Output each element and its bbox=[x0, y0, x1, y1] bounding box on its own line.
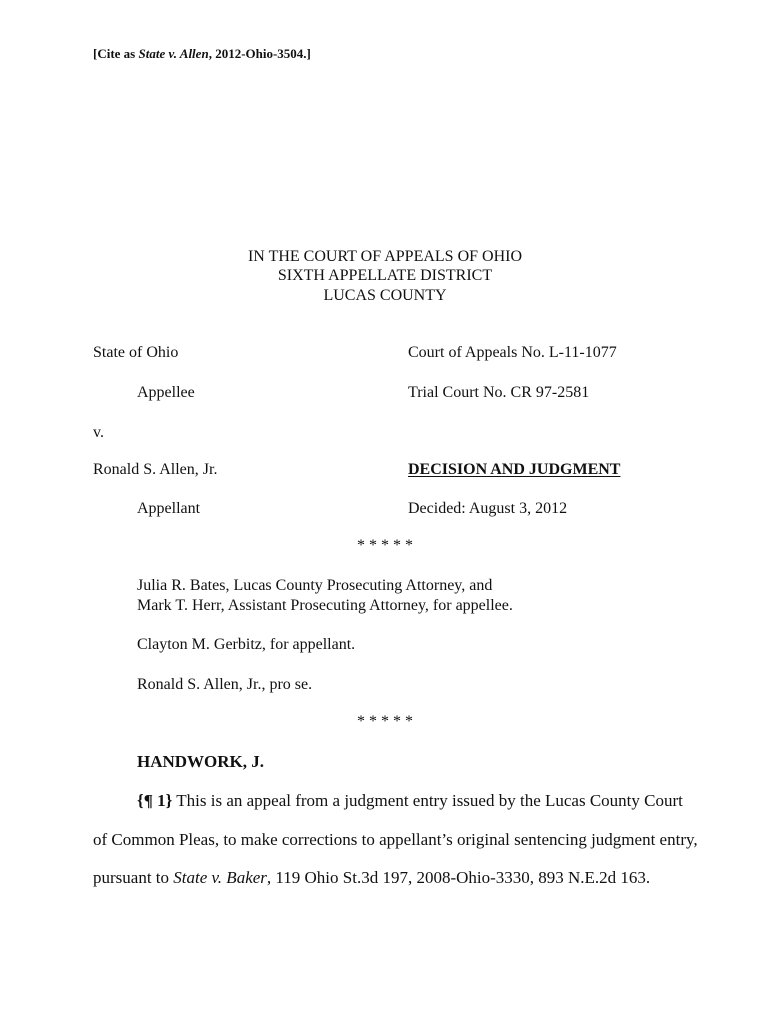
counsel-pro-se: Ronald S. Allen, Jr., pro se. bbox=[137, 676, 313, 693]
court-name: IN THE COURT OF APPEALS OF OHIO bbox=[247, 248, 523, 265]
cited-case-name: State v. Baker bbox=[173, 868, 267, 887]
plaintiff-name: State of Ohio bbox=[93, 344, 179, 361]
paragraph-marker: {¶ 1} bbox=[137, 791, 173, 810]
citation-header bbox=[93, 46, 311, 62]
paragraph-1-line-2: of Common Pleas, to make corrections to appellant’s original sentencing judgment entry, bbox=[93, 830, 698, 849]
versus-label: v. bbox=[93, 424, 104, 441]
counsel-appellant: Clayton M. Gerbitz, for appellant. bbox=[137, 636, 356, 653]
paragraph-1-line-1 bbox=[137, 791, 683, 811]
counsel-line-1: Julia R. Bates, Lucas County Prosecuting Attorney, and bbox=[137, 577, 493, 594]
counsel-line-2: Mark T. Herr, Assistant Prosecuting Attorney, for appellee. bbox=[137, 597, 513, 614]
court-county: LUCAS COUNTY bbox=[323, 287, 447, 304]
plaintiff-role: Appellee bbox=[137, 384, 195, 401]
defendant-name: Ronald S. Allen, Jr. bbox=[93, 461, 218, 478]
paragraph-1-text-1: This is an appeal from a judgment entry issued by the Lucas County Court bbox=[172, 791, 683, 810]
defendant-role: Appellant bbox=[137, 500, 201, 517]
paragraph-1-text-3a: pursuant to bbox=[93, 868, 174, 887]
citation-suffix: , 2012-Ohio-3504.] bbox=[208, 46, 311, 61]
citation-case-name: State v. Allen bbox=[138, 46, 209, 61]
citation-prefix: [Cite as bbox=[93, 46, 139, 61]
paragraph-1-text-3b: , 119 Ohio St.3d 197, 2008-Ohio-3330, 893 N.E.2d 163. bbox=[266, 868, 651, 887]
separator-bottom: * * * * * bbox=[357, 713, 413, 730]
trial-case-number: Trial Court No. CR 97-2581 bbox=[408, 384, 590, 401]
judge-name: HANDWORK, J. bbox=[137, 752, 265, 771]
decision-date: Decided: August 3, 2012 bbox=[408, 500, 568, 517]
appeals-case-number: Court of Appeals No. L-11-1077 bbox=[408, 344, 617, 361]
court-district: SIXTH APPELLATE DISTRICT bbox=[277, 267, 493, 284]
separator-top: * * * * * bbox=[357, 537, 413, 554]
decision-title: DECISION AND JUDGMENT bbox=[408, 461, 621, 478]
paragraph-1-line-3 bbox=[93, 868, 650, 888]
